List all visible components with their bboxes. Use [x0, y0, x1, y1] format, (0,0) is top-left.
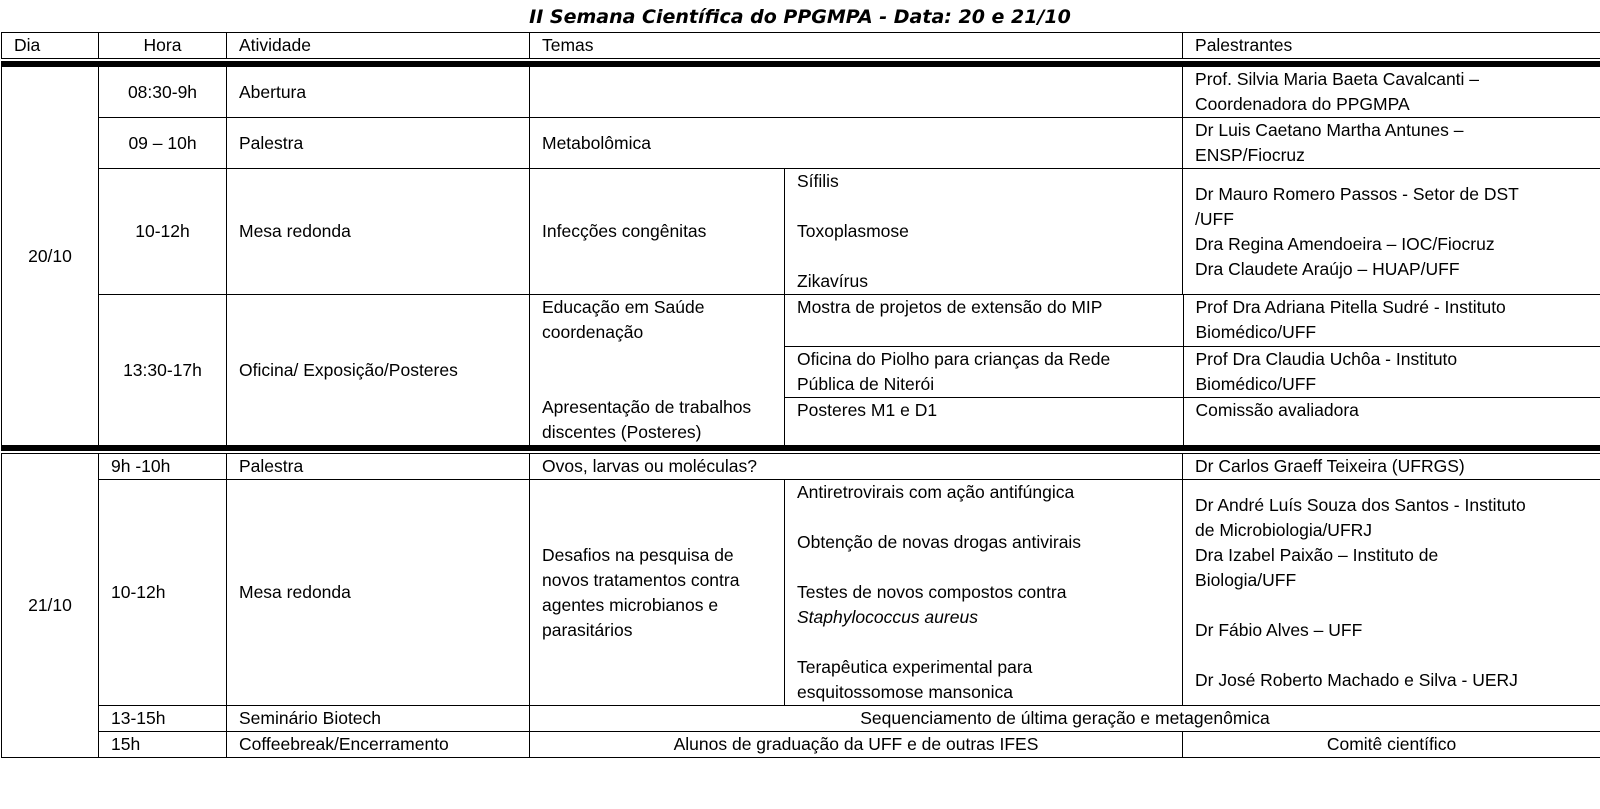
workshop-item-line: Pública de Niterói — [797, 373, 935, 394]
speaker-cell — [1183, 480, 1600, 706]
speaker-line: Dr Luis Caetano Martha Antunes – — [1195, 120, 1464, 140]
table-row — [2, 118, 1600, 169]
table-row — [2, 480, 1600, 706]
header-row — [2, 33, 1600, 61]
subtheme-cell — [785, 480, 1183, 706]
day-cell: 21/10 — [2, 452, 99, 758]
header-temas: Temas — [530, 33, 1183, 61]
speaker-line: de Microbiologia/UFRJ — [1195, 519, 1373, 540]
workshop-item-line: Oficina do Piolho para crianças da Rede — [797, 348, 1111, 369]
header-hora: Hora — [99, 33, 227, 61]
day-cell: 20/10 — [2, 65, 99, 448]
time-cell: 10-12h — [99, 169, 227, 295]
time-cell: 10-12h — [99, 480, 227, 706]
workshop-item — [785, 397, 1183, 445]
speaker-cell — [1183, 65, 1600, 118]
theme-line: Desafios na pesquisa de — [542, 544, 734, 565]
theme-cell: Alunos de graduação da UFF e de outras IFES — [530, 732, 1183, 758]
activity-cell: Mesa redonda — [227, 169, 530, 295]
subtheme: Terapêutica experimental para — [797, 657, 1033, 677]
activity-cell: Abertura — [227, 65, 530, 118]
theme-line: agentes microbianos e — [542, 594, 719, 615]
workshop-item — [785, 346, 1183, 397]
speaker-line: /UFF — [1195, 208, 1234, 229]
speaker-line: Biomédico/UFF — [1195, 373, 1317, 394]
theme-line: parasitários — [542, 619, 633, 640]
speaker-cell — [1183, 295, 1600, 346]
activity-cell: Mesa redonda — [227, 480, 530, 706]
activity-cell: Seminário Biotech — [227, 706, 530, 732]
workshop-item-line: Mostra de projetos de extensão do MIP — [797, 297, 1103, 317]
workshop-item-line: Posteres M1 e D1 — [797, 399, 938, 420]
subtheme: Antiretrovirais com ação antifúngica — [797, 482, 1075, 502]
theme-cell: Ovos, larvas ou moléculas? — [530, 452, 1183, 480]
speaker-line: Dra Regina Amendoeira – IOC/Fiocruz — [1195, 233, 1495, 254]
speaker-cell — [1183, 346, 1600, 397]
activity-cell: Palestra — [227, 118, 530, 169]
time-cell: 15h — [99, 732, 227, 758]
speaker-line: Dr Fábio Alves – UFF — [1195, 619, 1363, 640]
header-atividade: Atividade — [227, 33, 530, 61]
table-row — [2, 169, 1600, 295]
theme-cell: Infecções congênitas — [530, 169, 785, 295]
header-dia: Dia — [2, 33, 99, 61]
table-row — [2, 295, 1600, 448]
theme-line: novos tratamentos contra — [542, 569, 740, 590]
theme-cell: Sequenciamento de última geração e metagenômica — [530, 706, 1600, 732]
theme-line: coordenação — [542, 322, 644, 342]
theme-cell — [530, 295, 785, 448]
table-row — [2, 732, 1600, 758]
theme-cell — [530, 480, 785, 706]
subtheme-cell — [785, 169, 1183, 295]
workshop-subtable — [785, 295, 1600, 445]
subtheme: Sífilis — [797, 171, 839, 191]
table-row — [2, 706, 1600, 732]
speaker-line: Prof Dra Claudia Uchôa - Instituto — [1195, 348, 1458, 369]
speaker-line: Dr André Luís Souza dos Santos - Instituto — [1195, 494, 1526, 515]
speaker-cell — [1183, 169, 1600, 295]
time-cell: 13:30-17h — [99, 295, 227, 448]
speaker-line: Prof Dra Adriana Pitella Sudré - Instituto — [1195, 297, 1506, 317]
activity-cell: Palestra — [227, 452, 530, 480]
speaker-line: Biomédico/UFF — [1195, 322, 1317, 342]
speaker-line: Dra Claudete Araújo – HUAP/UFF — [1195, 258, 1460, 279]
speaker-cell — [1183, 118, 1600, 169]
list-item — [785, 295, 1600, 346]
speaker-cell: Comitê científico — [1183, 732, 1600, 758]
speaker-cell: Dr Carlos Graeff Teixeira (UFRGS) — [1183, 452, 1600, 480]
header-palestrantes: Palestrantes — [1183, 33, 1600, 61]
speaker-line: Comissão avaliadora — [1195, 399, 1359, 420]
workshop-item — [785, 295, 1183, 346]
theme-line: Educação em Saúde — [542, 297, 705, 317]
speaker-line: ENSP/Fiocruz — [1195, 145, 1305, 165]
workshop-subtable-cell — [785, 295, 1600, 448]
theme-line: Apresentação de trabalhos — [542, 397, 752, 417]
schedule-table — [1, 32, 1600, 758]
theme-line: discentes (Posteres) — [542, 422, 702, 442]
speaker-line: Biologia/UFF — [1195, 569, 1297, 590]
subtheme: Toxoplasmose — [797, 221, 909, 241]
theme-cell — [530, 65, 1183, 118]
theme-cell: Metabolômica — [530, 118, 1183, 169]
activity-cell: Oficina/ Exposição/Posteres — [227, 295, 530, 448]
document-title: II Semana Científica do PPGMPA - Data: 20 e 21/10 — [529, 6, 1071, 28]
subtheme: esquitossomose mansonica — [797, 682, 1013, 702]
list-item — [785, 397, 1600, 445]
activity-cell: Coffeebreak/Encerramento — [227, 732, 530, 758]
table-row — [2, 452, 1600, 480]
time-cell: 08:30-9h — [99, 65, 227, 118]
time-cell: 09 – 10h — [99, 118, 227, 169]
speaker-line: Prof. Silvia Maria Baeta Cavalcanti – — [1195, 69, 1480, 89]
subtheme: Staphylococcus aureus — [797, 607, 978, 627]
subtheme: Obtenção de novas drogas antivirais — [797, 532, 1082, 552]
subtheme: Zikavírus — [797, 271, 868, 291]
list-item — [785, 346, 1600, 397]
time-cell: 9h -10h — [99, 452, 227, 480]
table-row — [2, 65, 1600, 118]
subtheme: Testes de novos compostos contra — [797, 582, 1067, 602]
speaker-cell — [1183, 397, 1600, 445]
speaker-line: Dr José Roberto Machado e Silva - UERJ — [1195, 669, 1518, 690]
time-cell: 13-15h — [99, 706, 227, 732]
speaker-line: Dra Izabel Paixão – Instituto de — [1195, 544, 1439, 565]
speaker-line: Dr Mauro Romero Passos - Setor de DST — [1195, 183, 1519, 204]
speaker-line: Coordenadora do PPGMPA — [1195, 94, 1410, 114]
